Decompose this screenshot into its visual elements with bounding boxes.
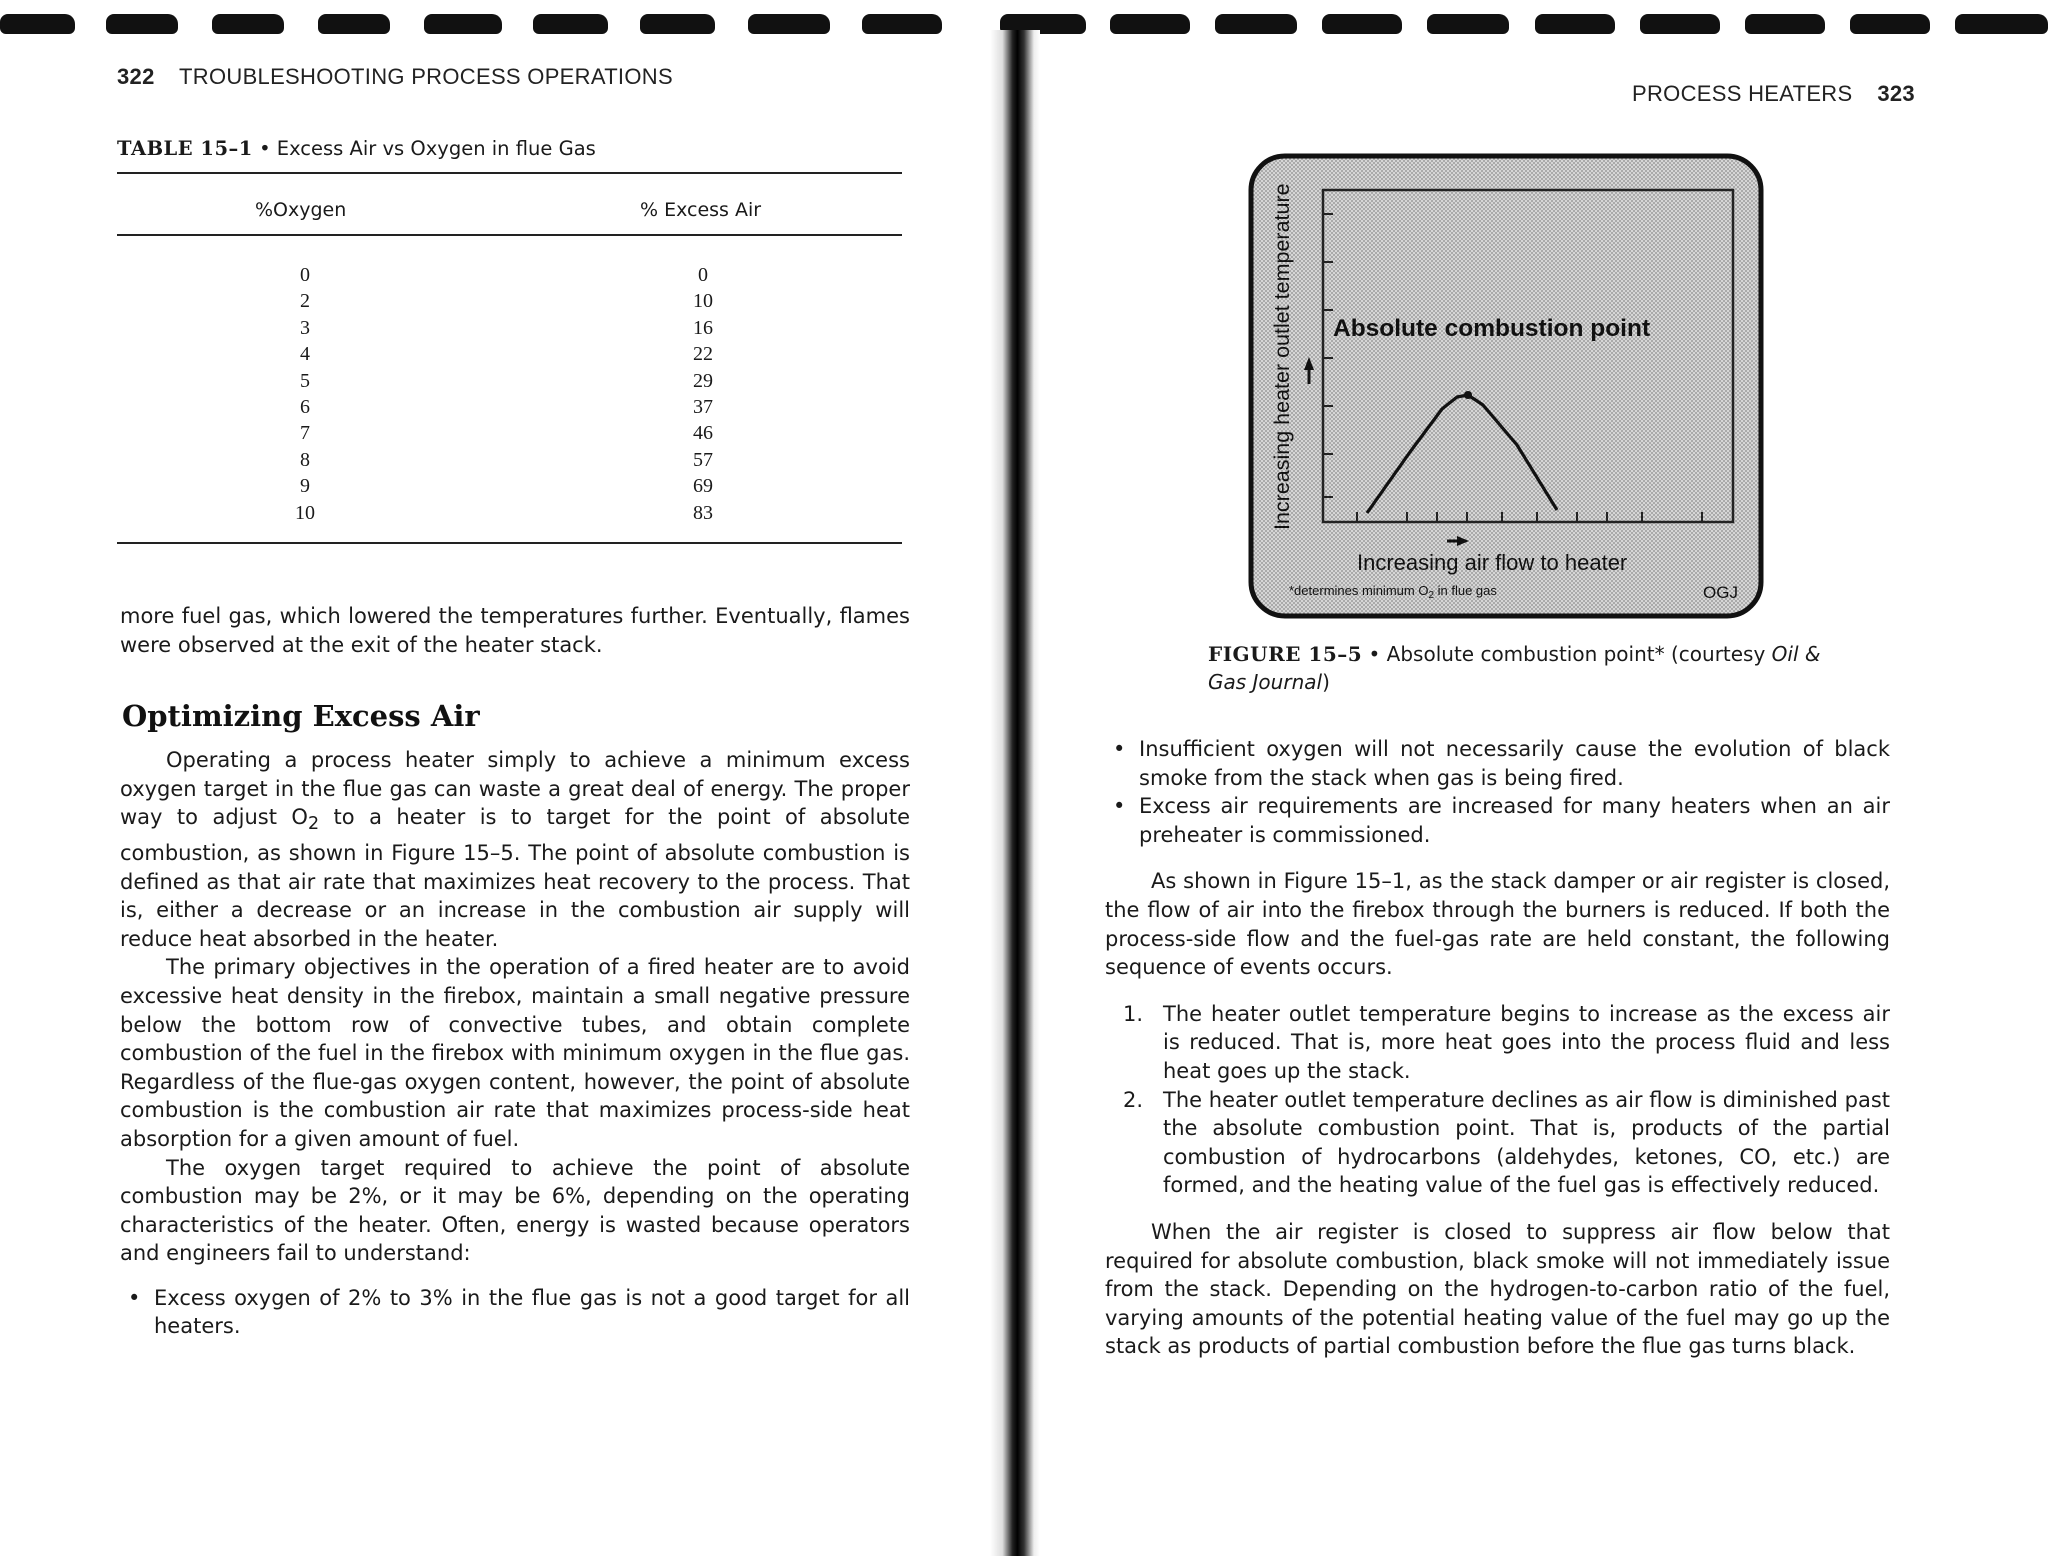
table-bottom-rule (117, 542, 902, 544)
peak-label: Absolute combustion point (1333, 315, 1651, 342)
bullet-item (1105, 792, 1890, 849)
page-number: 322 (117, 64, 155, 89)
figure-credit: OGJ (1703, 583, 1738, 602)
table-cell: 2 (300, 290, 310, 313)
bullet-mark: • (1113, 794, 1126, 819)
table-label: TABLE 15–1 (117, 137, 253, 160)
table-cell: 7 (300, 422, 310, 445)
paragraph: As shown in Figure 15–1, as the stack damper or air register is closed, the flow of air into the firebox through the burners is reduced. If both the process-side flow and the fuel-gas rate are held constant, the following sequence of events occurs. (1105, 869, 1890, 980)
subscript: 2 (307, 814, 320, 835)
table-cell: 3 (300, 316, 310, 339)
table-cell: 22 (693, 343, 713, 366)
table-cell: 10 (295, 501, 315, 524)
table-cell: 37 (693, 396, 713, 419)
table-header-rule (117, 234, 902, 236)
numbered-item (1105, 1000, 1890, 1086)
table-top-rule (117, 172, 902, 174)
table-cell: 8 (300, 448, 310, 471)
paragraph (120, 746, 910, 953)
figure-caption (1208, 640, 1828, 696)
paragraph: When the air register is closed to suppress air flow below that required for absolute combustion, black smoke will not immediately issue from the stack. Depending on the hydrogen-to-carbon ratio of the fuel, varying amounts of the potential heating value of the fuel may go up the stack as products of partial combustion before the flue gas turns black. (1105, 1219, 1890, 1359)
item-text: The heater outlet temperature declines as air flow is diminished past the absolute combustion point. That is, products of the partial combustion of hydrocarbons (aldehydes, ketones, CO, etc.) are formed, and the heating value of the fuel gas is effectively reduced. (1163, 1087, 1890, 1198)
figure-caption-source: Oil & Gas Journal (1208, 642, 1821, 694)
section-title: Optimizing Excess Air (122, 699, 480, 733)
section-body (120, 746, 910, 1341)
table-cell: 83 (693, 501, 713, 524)
table-cell: 10 (693, 290, 713, 313)
table-cell: 0 (698, 264, 708, 286)
item-number: 1. (1123, 1001, 1144, 1026)
table-cell: 29 (693, 369, 713, 392)
table-cell: 57 (693, 448, 713, 471)
left-running-head (117, 64, 673, 90)
table-caption-separator: • (252, 137, 277, 160)
figure-graphic (1247, 152, 1767, 624)
figure-footnote: *determines minimum $O_2$ in flue gas (1289, 583, 1497, 601)
plot-area (1323, 190, 1733, 522)
bullet-item (1105, 735, 1890, 792)
table-cell: 6 (300, 396, 310, 419)
right-body (1105, 735, 1890, 1361)
chapter-title: PROCESS HEATERS (1632, 81, 1853, 106)
bullet-mark: • (1113, 737, 1126, 761)
paragraph-text: to a heater is to target for the point of absolute combustion, as shown in Figure 15–5. The point of absolute combustion is defined as that air rate that maximizes heat recovery to the process. That is, either a decrease or an increase in the combustion air supply will reduce heat absorbed in the heater. (120, 805, 910, 951)
figure-absolute-combustion (1247, 152, 1767, 624)
figure-caption-separator: • (1362, 642, 1387, 666)
right-running-head (1632, 81, 1915, 107)
bullet-mark: • (128, 1285, 141, 1310)
intro-text: more fuel gas, which lowered the temperatures further. Eventually, flames were observed at the exit of the heater stack. (120, 604, 910, 657)
x-axis-label: Increasing air flow to heater (1357, 550, 1628, 575)
figure-label: FIGURE 15–5 (1208, 642, 1363, 666)
page-number: 323 (1877, 81, 1915, 106)
intro-paragraph (120, 602, 910, 659)
left-page (0, 0, 990, 1556)
col-header-oxygen: %Oxygen (255, 199, 347, 221)
table-title: Excess Air vs Oxygen in flue Gas (276, 137, 596, 160)
table-cell: 5 (300, 369, 310, 392)
book-spine (990, 30, 1040, 1556)
excess-air-column (673, 262, 733, 526)
table-cell: 16 (693, 316, 713, 339)
oxygen-column (275, 262, 335, 526)
figure-caption-close: ) (1322, 670, 1330, 694)
col-header-excess-air: % Excess Air (640, 199, 762, 221)
table-cell: 9 (300, 475, 310, 498)
numbered-item (1105, 1086, 1890, 1200)
paragraph: The oxygen target required to achieve the point of absolute combustion may be 2%, or it may be 6%, depending on the operating characteristics of the heater. Often, energy is wasted because operators and engineers fail to understand: (120, 1155, 910, 1266)
bullet-text: Excess air requirements are increased for many heaters when an air preheater is commissioned. (1139, 794, 1890, 847)
table-cell: 0 (300, 264, 310, 286)
bullet-text: Insufficient oxygen will not necessarily cause the evolution of black smoke from the stack when gas is being fired. (1139, 737, 1890, 790)
bullet-item (120, 1284, 910, 1341)
chapter-title: TROUBLESHOOTING PROCESS OPERATIONS (179, 64, 673, 89)
figure-caption-text: Absolute combustion point* (courtesy (1386, 642, 1772, 666)
table-cell: 4 (300, 343, 310, 366)
peak-point (1464, 391, 1472, 399)
y-axis-label: Increasing heater outlet temperature (1270, 183, 1294, 530)
paragraph: The primary objectives in the operation of a fired heater are to avoid excessive heat density in the firebox, maintain a small negative pressure below the bottom row of convective tubes, and obtain complete combustion of the fuel in the firebox with minimum oxygen in the flue gas. Regardless of the flue-gas oxygen content, however, the point of absolute combustion is the combustion air rate that maximizes process-side heat absorption for a given amount of fuel. (120, 955, 910, 1151)
paragraph-text: Operating a process heater simply to achieve a minimum excess oxygen target in the flue gas can waste a great deal of energy. The proper way to adjust O (120, 748, 910, 830)
bullet-text: Excess oxygen of 2% to 3% in the flue gas is not a good target for all heaters. (154, 1285, 910, 1339)
table-cell: 69 (693, 475, 713, 498)
table-cell: 46 (693, 422, 713, 445)
table-caption (117, 137, 596, 160)
item-number: 2. (1123, 1087, 1144, 1112)
item-text: The heater outlet temperature begins to increase as the excess air is reduced. That is, more heat goes into the process fluid and less heat goes up the stack. (1163, 1001, 1890, 1083)
